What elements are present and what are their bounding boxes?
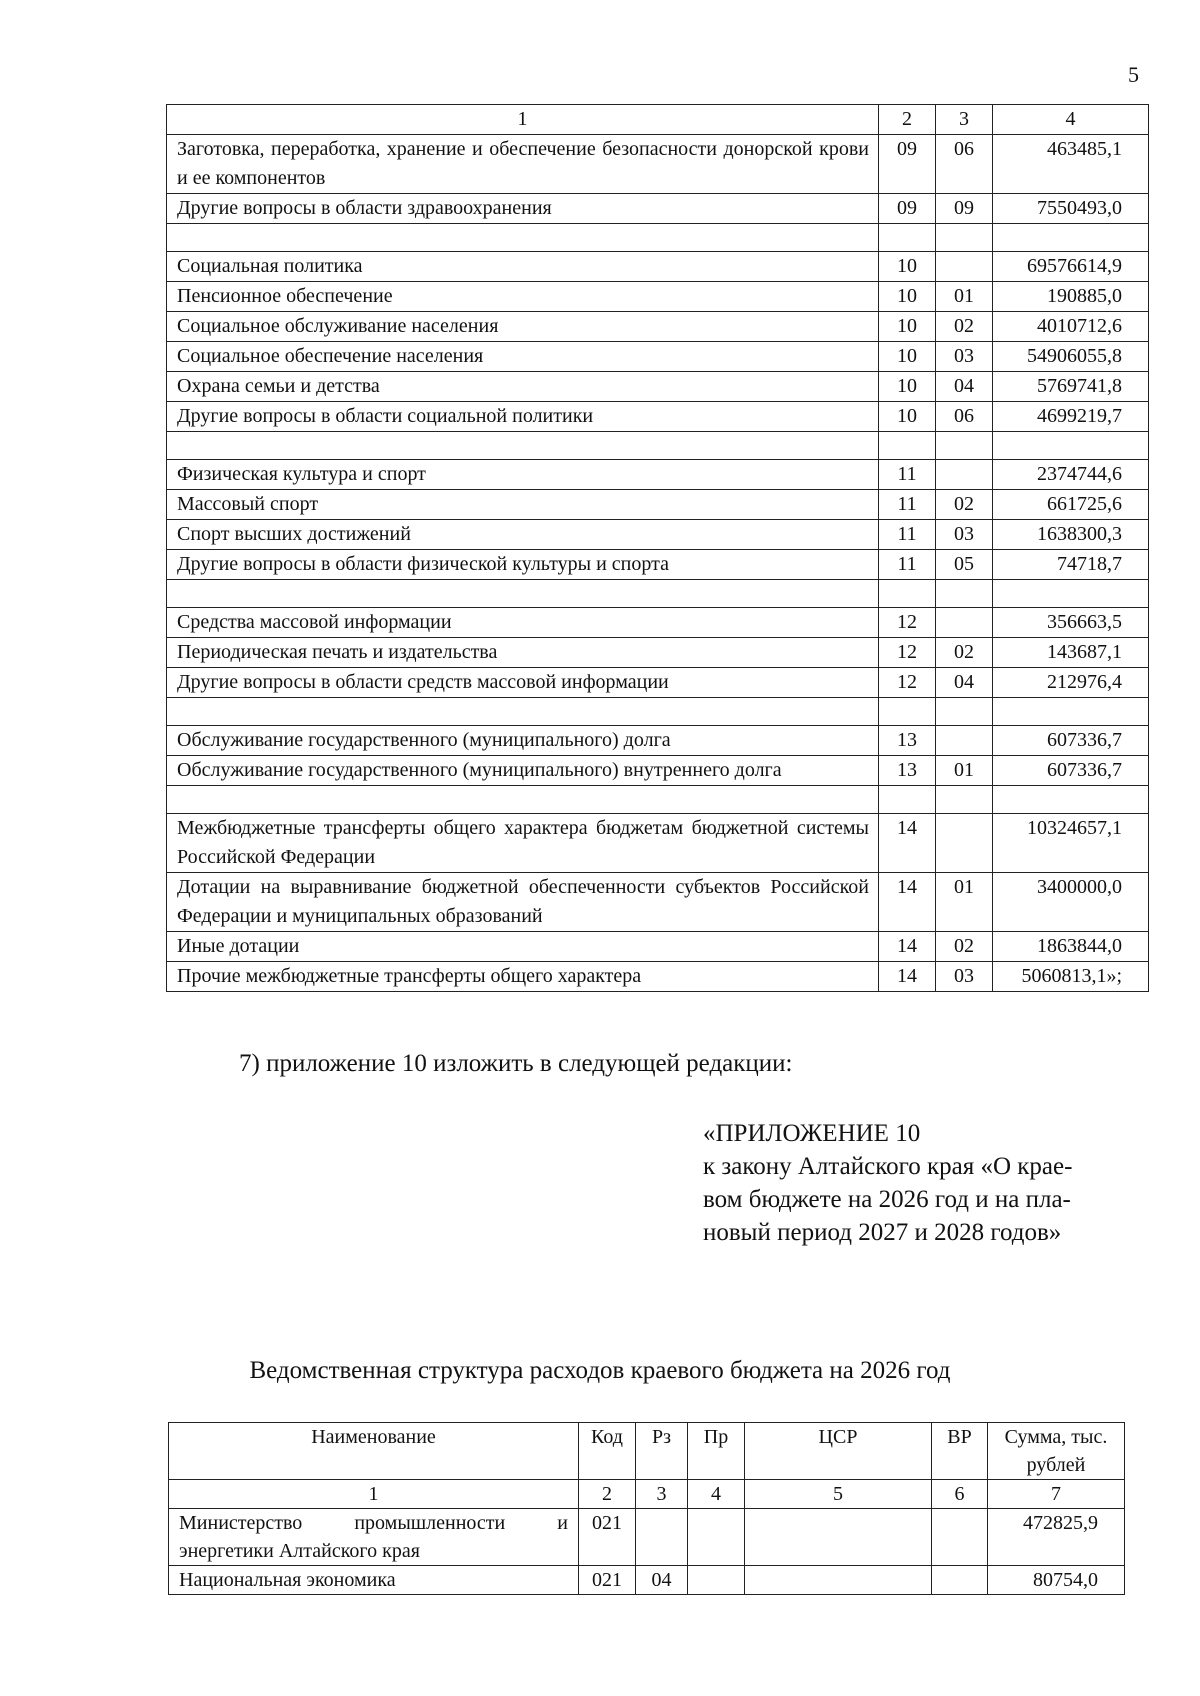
column-number: 6 bbox=[932, 1480, 988, 1509]
header-name: Наименование bbox=[169, 1423, 579, 1480]
row-section-code: 09 bbox=[879, 194, 936, 224]
row-csr bbox=[745, 1509, 932, 1566]
row-amount: 212976,4 bbox=[993, 668, 1149, 698]
row-kod: 021 bbox=[579, 1566, 636, 1595]
row-name: Другие вопросы в области физической культуры и спорта bbox=[167, 550, 879, 580]
structure-number-row bbox=[169, 1480, 1125, 1509]
budget-table bbox=[166, 104, 1149, 992]
row-amount: 4699219,7 bbox=[993, 402, 1149, 432]
row-section-code: 11 bbox=[879, 460, 936, 490]
row-section-code: 14 bbox=[879, 962, 936, 992]
row-amount: 1863844,0 bbox=[993, 932, 1149, 962]
column-number: 3 bbox=[636, 1480, 688, 1509]
row-subsection-code bbox=[936, 786, 993, 814]
row-section-code: 10 bbox=[879, 402, 936, 432]
row-subsection-code bbox=[936, 608, 993, 638]
table-row bbox=[167, 638, 1149, 668]
header-sum: Сумма, тыс. рублей bbox=[988, 1423, 1125, 1480]
row-name: Дотации на выравнивание бюджетной обеспеченности субъектов Российской Федерации и муниципальных образований bbox=[167, 873, 879, 932]
row-section-code: 09 bbox=[879, 135, 936, 194]
row-amount: 10324657,1 bbox=[993, 814, 1149, 873]
row-amount: 607336,7 bbox=[993, 726, 1149, 756]
row-amount bbox=[993, 786, 1149, 814]
row-name: Пенсионное обеспечение bbox=[167, 282, 879, 312]
row-subsection-code: 01 bbox=[936, 756, 993, 786]
table-row bbox=[167, 814, 1149, 873]
table-row bbox=[167, 608, 1149, 638]
row-amount: 5060813,1»; bbox=[993, 962, 1149, 992]
row-section-code: 11 bbox=[879, 490, 936, 520]
appendix-line: к закону Алтайского края «О крае- bbox=[703, 1153, 1073, 1180]
row-amount bbox=[993, 432, 1149, 460]
column-number: 7 bbox=[988, 1480, 1125, 1509]
row-subsection-code bbox=[936, 698, 993, 726]
row-subsection-code: 03 bbox=[936, 520, 993, 550]
table-row bbox=[167, 460, 1149, 490]
header-pr: Пр bbox=[688, 1423, 745, 1480]
row-amount bbox=[993, 580, 1149, 608]
row-name bbox=[167, 432, 879, 460]
structure-row bbox=[169, 1566, 1125, 1595]
row-name: Спорт высших достижений bbox=[167, 520, 879, 550]
spacer-row bbox=[167, 698, 1149, 726]
table-row bbox=[167, 312, 1149, 342]
row-section-code: 13 bbox=[879, 726, 936, 756]
header-csr: ЦСР bbox=[745, 1423, 932, 1480]
structure-row bbox=[169, 1509, 1125, 1566]
row-name: Национальная экономика bbox=[169, 1566, 579, 1595]
table-row bbox=[167, 194, 1149, 224]
row-section-code bbox=[879, 224, 936, 252]
column-number: 2 bbox=[579, 1480, 636, 1509]
row-amount: 2374744,6 bbox=[993, 460, 1149, 490]
row-name bbox=[167, 580, 879, 608]
row-amount: 356663,5 bbox=[993, 608, 1149, 638]
row-amount: 4010712,6 bbox=[993, 312, 1149, 342]
row-amount: 190885,0 bbox=[993, 282, 1149, 312]
row-name bbox=[167, 224, 879, 252]
header-cell: 3 bbox=[936, 105, 993, 135]
row-section-code: 14 bbox=[879, 814, 936, 873]
table-row bbox=[167, 282, 1149, 312]
header-cell: 1 bbox=[167, 105, 879, 135]
row-amount: 80754,0 bbox=[988, 1566, 1125, 1595]
table-header-row bbox=[167, 105, 1149, 135]
spacer-row bbox=[167, 224, 1149, 252]
header-rz: Рз bbox=[636, 1423, 688, 1480]
row-subsection-code: 04 bbox=[936, 372, 993, 402]
structure-table bbox=[168, 1422, 1125, 1595]
table-row bbox=[167, 932, 1149, 962]
row-vr bbox=[932, 1509, 988, 1566]
column-number: 4 bbox=[688, 1480, 745, 1509]
structure-title: Ведомственная структура расходов краевого бюджета на 2026 год bbox=[249, 1357, 951, 1384]
row-pr bbox=[688, 1566, 745, 1595]
row-name: Физическая культура и спорт bbox=[167, 460, 879, 490]
row-subsection-code bbox=[936, 726, 993, 756]
row-subsection-code bbox=[936, 580, 993, 608]
table-row bbox=[167, 962, 1149, 992]
column-number: 5 bbox=[745, 1480, 932, 1509]
row-amount: 7550493,0 bbox=[993, 194, 1149, 224]
row-subsection-code: 06 bbox=[936, 402, 993, 432]
row-section-code bbox=[879, 698, 936, 726]
table-row bbox=[167, 342, 1149, 372]
row-subsection-code bbox=[936, 432, 993, 460]
appendix-line: новый период 2027 и 2028 годов» bbox=[703, 1219, 1062, 1246]
row-section-code: 10 bbox=[879, 312, 936, 342]
row-section-code bbox=[879, 786, 936, 814]
row-amount: 69576614,9 bbox=[993, 252, 1149, 282]
row-name: Периодическая печать и издательства bbox=[167, 638, 879, 668]
row-section-code: 10 bbox=[879, 372, 936, 402]
row-subsection-code: 02 bbox=[936, 490, 993, 520]
spacer-row bbox=[167, 786, 1149, 814]
table-row bbox=[167, 873, 1149, 932]
row-subsection-code: 02 bbox=[936, 312, 993, 342]
row-name: Массовый спорт bbox=[167, 490, 879, 520]
row-name: Иные дотации bbox=[167, 932, 879, 962]
row-subsection-code bbox=[936, 252, 993, 282]
table-row bbox=[167, 520, 1149, 550]
row-subsection-code bbox=[936, 814, 993, 873]
row-section-code: 12 bbox=[879, 608, 936, 638]
table-row bbox=[167, 756, 1149, 786]
row-name bbox=[167, 698, 879, 726]
row-name: Социальное обеспечение населения bbox=[167, 342, 879, 372]
row-section-code: 10 bbox=[879, 282, 936, 312]
row-subsection-code: 02 bbox=[936, 932, 993, 962]
row-amount: 54906055,8 bbox=[993, 342, 1149, 372]
table-row bbox=[167, 490, 1149, 520]
row-name: Прочие межбюджетные трансферты общего характера bbox=[167, 962, 879, 992]
amendment-instruction: 7) приложение 10 изложить в следующей редакции: bbox=[239, 1050, 793, 1077]
row-subsection-code: 03 bbox=[936, 962, 993, 992]
row-amount: 463485,1 bbox=[993, 135, 1149, 194]
row-name: Охрана семьи и детства bbox=[167, 372, 879, 402]
row-section-code: 12 bbox=[879, 638, 936, 668]
row-name: Заготовка, переработка, хранение и обеспечение безопасности донорской крови и ее компонентов bbox=[167, 135, 879, 194]
row-subsection-code bbox=[936, 224, 993, 252]
row-amount bbox=[993, 224, 1149, 252]
row-subsection-code: 02 bbox=[936, 638, 993, 668]
table-row bbox=[167, 726, 1149, 756]
row-section-code bbox=[879, 432, 936, 460]
table-row bbox=[167, 402, 1149, 432]
row-amount: 472825,9 bbox=[988, 1509, 1125, 1566]
appendix-heading bbox=[703, 1117, 1148, 1249]
row-section-code: 10 bbox=[879, 252, 936, 282]
row-rz: 04 bbox=[636, 1566, 688, 1595]
spacer-row bbox=[167, 580, 1149, 608]
row-name: Другие вопросы в области средств массовой информации bbox=[167, 668, 879, 698]
header-cell: 2 bbox=[879, 105, 936, 135]
row-name: Средства массовой информации bbox=[167, 608, 879, 638]
row-kod: 021 bbox=[579, 1509, 636, 1566]
row-amount: 3400000,0 bbox=[993, 873, 1149, 932]
row-subsection-code: 09 bbox=[936, 194, 993, 224]
row-name: Другие вопросы в области социальной политики bbox=[167, 402, 879, 432]
row-subsection-code: 01 bbox=[936, 282, 993, 312]
table-row bbox=[167, 252, 1149, 282]
row-amount: 5769741,8 bbox=[993, 372, 1149, 402]
page-number: 5 bbox=[1128, 62, 1139, 87]
row-name bbox=[167, 786, 879, 814]
header-cell: 4 bbox=[993, 105, 1149, 135]
row-subsection-code: 01 bbox=[936, 873, 993, 932]
row-amount bbox=[993, 698, 1149, 726]
header-kod: Код bbox=[579, 1423, 636, 1480]
row-pr bbox=[688, 1509, 745, 1566]
row-name: Социальное обслуживание населения bbox=[167, 312, 879, 342]
row-section-code: 10 bbox=[879, 342, 936, 372]
appendix-line: вом бюджете на 2026 год и на пла- bbox=[703, 1186, 1071, 1213]
row-name: Социальная политика bbox=[167, 252, 879, 282]
table-row bbox=[167, 550, 1149, 580]
row-subsection-code: 05 bbox=[936, 550, 993, 580]
row-amount: 143687,1 bbox=[993, 638, 1149, 668]
row-section-code: 12 bbox=[879, 668, 936, 698]
row-subsection-code bbox=[936, 460, 993, 490]
appendix-title: «ПРИЛОЖЕНИЕ 10 bbox=[703, 1120, 921, 1147]
row-section-code bbox=[879, 580, 936, 608]
row-subsection-code: 06 bbox=[936, 135, 993, 194]
row-amount: 1638300,3 bbox=[993, 520, 1149, 550]
row-vr bbox=[932, 1566, 988, 1595]
row-amount: 661725,6 bbox=[993, 490, 1149, 520]
row-section-code: 13 bbox=[879, 756, 936, 786]
table-row bbox=[167, 668, 1149, 698]
row-name: Министерство промышленности и энергетики Алтайского края bbox=[169, 1509, 579, 1566]
row-section-code: 11 bbox=[879, 520, 936, 550]
row-name: Обслуживание государственного (муниципального) внутреннего долга bbox=[167, 756, 879, 786]
table-row bbox=[167, 135, 1149, 194]
table-row bbox=[167, 372, 1149, 402]
column-number: 1 bbox=[169, 1480, 579, 1509]
header-vr: ВР bbox=[932, 1423, 988, 1480]
row-name: Обслуживание государственного (муниципального) долга bbox=[167, 726, 879, 756]
structure-header-row bbox=[169, 1423, 1125, 1480]
spacer-row bbox=[167, 432, 1149, 460]
row-amount: 607336,7 bbox=[993, 756, 1149, 786]
row-section-code: 11 bbox=[879, 550, 936, 580]
row-rz bbox=[636, 1509, 688, 1566]
row-section-code: 14 bbox=[879, 932, 936, 962]
row-subsection-code: 03 bbox=[936, 342, 993, 372]
row-name: Межбюджетные трансферты общего характера бюджетам бюджетной системы Российской Федерации bbox=[167, 814, 879, 873]
row-section-code: 14 bbox=[879, 873, 936, 932]
row-amount: 74718,7 bbox=[993, 550, 1149, 580]
row-subsection-code: 04 bbox=[936, 668, 993, 698]
row-csr bbox=[745, 1566, 932, 1595]
row-name: Другие вопросы в области здравоохранения bbox=[167, 194, 879, 224]
